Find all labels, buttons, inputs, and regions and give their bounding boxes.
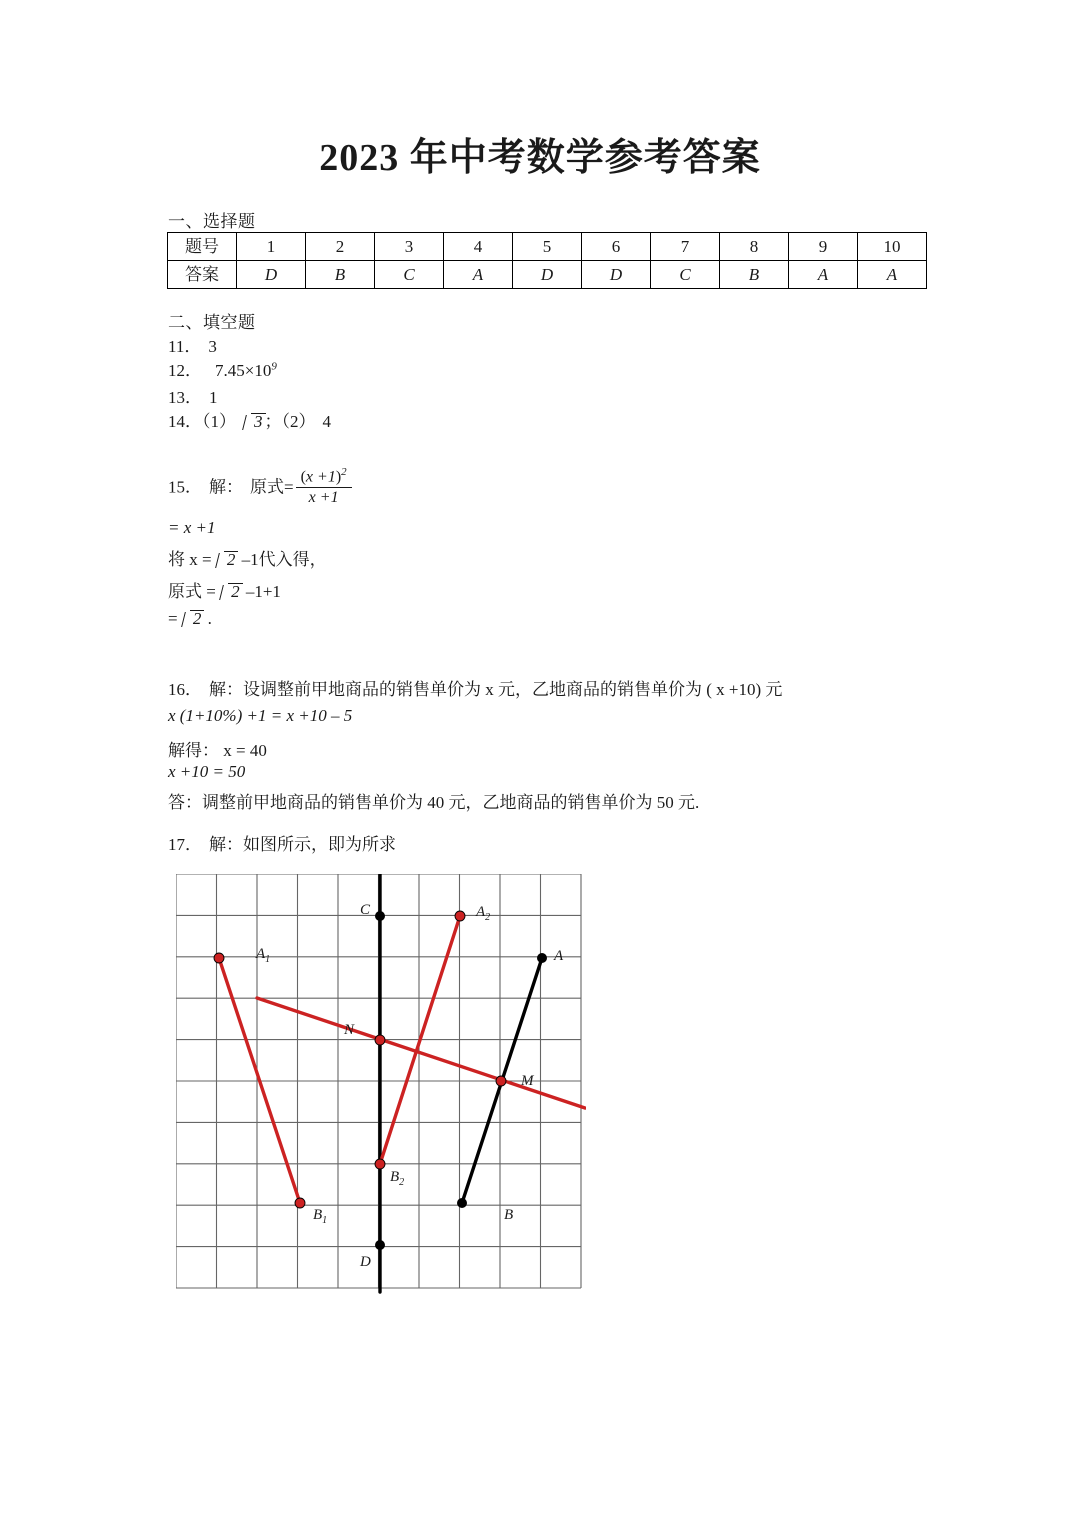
point-B: [457, 1198, 467, 1208]
point-A2: [455, 911, 465, 921]
q15-line-1: [168, 468, 354, 509]
q15-solve-word: 解：: [209, 477, 243, 497]
figure-label-subscript: 2: [399, 1177, 405, 1188]
figure-label-subscript: 2: [485, 912, 491, 923]
table-cell-answer: D: [513, 261, 582, 289]
geometry-figure: [176, 874, 586, 1294]
fill-14-part1-radicand: 3: [254, 412, 263, 431]
q15-line5-radicand: 2: [192, 609, 202, 628]
table-cell-answer: D: [582, 261, 651, 289]
q15-frac-num-open: (: [300, 468, 306, 486]
table-row-answers: [168, 261, 927, 289]
q17-line1-text: 解：如图所示，即为所求: [209, 835, 396, 854]
radical-sign-icon: [182, 608, 204, 629]
table-cell-qnum: 1: [237, 233, 306, 261]
table-cell-answer: C: [375, 261, 444, 289]
point-B1: [295, 1198, 305, 1208]
point-M: [496, 1076, 506, 1086]
fill-14-number: 14．: [168, 412, 202, 431]
fill-in-answer-12: [168, 356, 277, 381]
q15-line4-post: –1+1: [241, 582, 281, 601]
fill-13-number: 13．: [168, 388, 202, 407]
figure-label-C: C: [360, 902, 371, 918]
point-N: [375, 1035, 385, 1045]
fill-12-mantissa: 7.45×10: [215, 361, 272, 380]
table-cell-qnum: 2: [306, 233, 375, 261]
q15-fraction: [296, 466, 352, 507]
figure-label-B2: $B_2$: [390, 1169, 405, 1188]
fill-in-answer-11: [168, 332, 217, 357]
radical-sign-icon: [220, 581, 242, 602]
q16-line1-text: 解：设调整前甲地商品的销售单价为 x 元，乙地商品的销售单价为 ( x +10) 元: [209, 680, 783, 699]
q15-line5-post: .: [203, 609, 212, 628]
q15-line-2: = x +1: [168, 518, 216, 537]
q16-line-5: 答：调整前甲地商品的销售单价为 40 元，乙地商品的销售单价为 50 元.: [168, 793, 700, 812]
fill-11-value: 3: [208, 337, 217, 356]
figure-label-M: M: [521, 1073, 534, 1089]
q15-line3-post: –1代入得，: [237, 550, 327, 569]
row-header-answer: 答案: [168, 261, 237, 289]
table-cell-answer: A: [858, 261, 927, 289]
radical-sign-icon: [243, 411, 265, 432]
q15-line-4: [168, 577, 281, 602]
section-heading-fill-in-blank: 二、填空题: [168, 313, 256, 332]
q16-line-2: x (1+10%) +1 = x +10 – 5: [168, 706, 353, 725]
table-cell-qnum: 5: [513, 233, 582, 261]
q16-line-1: [168, 675, 782, 700]
figure-label-subscript: 1: [265, 954, 271, 965]
q15-line-3: [168, 545, 327, 570]
q15-line4-radicand: 2: [231, 582, 240, 601]
q15-line3-pre: 将 x =: [168, 550, 216, 569]
point-A1: [214, 953, 224, 963]
table-cell-answer: D: [237, 261, 306, 289]
q15-frac-num-body: x +1: [305, 468, 336, 486]
q15-line5-pre: =: [168, 609, 182, 628]
table-cell-answer: C: [651, 261, 720, 289]
point-D: [375, 1240, 385, 1250]
radical-sign-icon: [216, 549, 238, 570]
point-B2: [375, 1159, 385, 1169]
q15-frac-num-close: ): [335, 468, 342, 486]
point-A: [537, 953, 547, 963]
table-cell-qnum: 3: [375, 233, 444, 261]
table-cell-qnum: 4: [444, 233, 513, 261]
q15-expr-word: 原式: [250, 477, 284, 497]
q17-line-1: [168, 830, 396, 855]
table-row-question-numbers: [168, 233, 927, 261]
table-cell-qnum: 10: [858, 233, 927, 261]
fill-12-number: 12．: [168, 361, 202, 380]
row-header-question: 题号: [168, 233, 237, 261]
fill-in-answer-13: [168, 383, 218, 408]
q16-label: 16．: [168, 680, 202, 699]
fill-14-separator: ；: [264, 412, 282, 431]
line-MN: [257, 998, 585, 1108]
table-cell-answer: B: [306, 261, 375, 289]
table-cell-qnum: 9: [789, 233, 858, 261]
figure-label-B: B: [504, 1207, 514, 1223]
figure-label-B1: $B_1$: [313, 1207, 328, 1226]
fill-14-part1-label: （1）: [202, 412, 236, 431]
fill-14-part2-value: 4: [322, 412, 331, 431]
fill-11-number: 11．: [168, 337, 202, 356]
figure-label-A1: $A_1$: [256, 946, 271, 965]
q16-line-3: 解得： x = 40: [168, 741, 267, 760]
fill-12-exponent: 9: [271, 360, 277, 373]
table-cell-qnum: 8: [720, 233, 789, 261]
section-heading-multiple-choice: 一、选择题: [168, 212, 256, 231]
multiple-choice-answer-table: [167, 232, 927, 289]
fill-in-answer-14: [168, 407, 331, 432]
page-title: 2023 年中考数学参考答案: [319, 137, 761, 179]
q15-line4-pre: 原式 =: [168, 582, 221, 601]
q17-label: 17．: [168, 835, 202, 854]
table-cell-answer: A: [789, 261, 858, 289]
figure-label-subscript: 1: [322, 1215, 328, 1226]
fill-13-value: 1: [209, 388, 218, 407]
table-cell-answer: A: [444, 261, 513, 289]
q15-frac-denominator: x +1: [308, 489, 339, 507]
q16-line-4: x +10 = 50: [168, 762, 246, 781]
table-cell-answer: B: [720, 261, 789, 289]
point-C: [375, 911, 385, 921]
q15-equals: =: [284, 477, 294, 497]
fill-14-part2-label: （2）: [281, 412, 316, 431]
q15-frac-num-exponent: 2: [341, 466, 347, 478]
q15-line-5: [168, 608, 212, 629]
q15-line3-radicand: 2: [226, 550, 236, 569]
table-cell-qnum: 7: [651, 233, 720, 261]
figure-label-N: N: [344, 1022, 355, 1038]
figure-label-A: A: [554, 948, 564, 964]
geometry-figure-svg: [176, 874, 586, 1294]
q15-label: 15．: [168, 477, 202, 497]
table-cell-qnum: 6: [582, 233, 651, 261]
figure-label-A2: $A_2$: [476, 904, 491, 923]
figure-label-D: D: [360, 1254, 371, 1270]
